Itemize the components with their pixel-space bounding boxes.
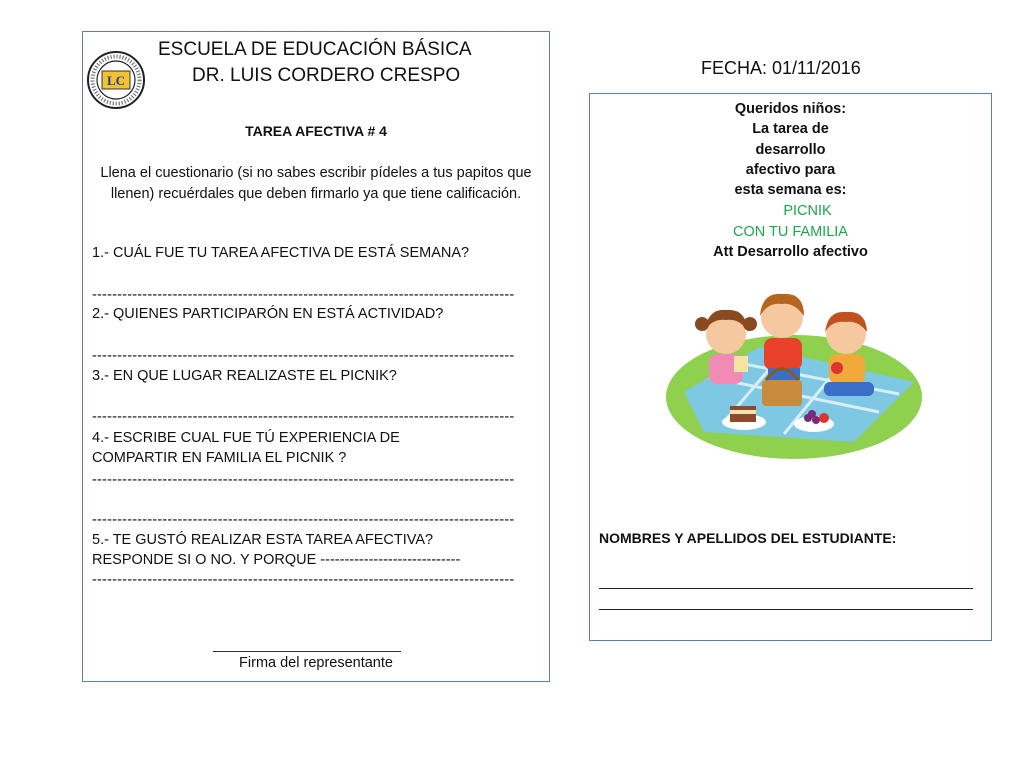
message-line-5: esta semana es:	[734, 182, 847, 198]
school-name-line2: DR. LUIS CORDERO CRESPO	[192, 65, 461, 86]
answer-line-3[interactable]: ------------------------------------------------------------------------------------	[92, 409, 515, 425]
message-signoff: Att Desarrollo afectivo	[713, 244, 868, 260]
message-line-4: afectivo para	[745, 162, 836, 178]
question-3: 3.- EN QUE LUGAR REALIZASTE EL PICNIK?	[92, 368, 397, 384]
signature-label: Firma del representante	[239, 655, 393, 671]
question-5-cont: RESPONDE SI O NO. Y PORQUE -----------------------------	[92, 552, 461, 568]
answer-line-2[interactable]: ------------------------------------------------------------------------------------	[92, 348, 515, 364]
student-names-label: NOMBRES Y APELLIDOS DEL ESTUDIANTE:	[599, 530, 897, 546]
logo-initials: LC	[106, 73, 126, 88]
task-title: TAREA AFECTIVA # 4	[245, 123, 387, 139]
message-highlight-2: CON TU FAMILIA	[733, 224, 848, 240]
date-label: FECHA: 01/11/2016	[701, 58, 861, 78]
picnic-illustration	[664, 272, 924, 462]
question-2: 2.- QUIENES PARTICIPARÓN EN ESTÁ ACTIVIDAD?	[92, 306, 444, 322]
question-4-cont: COMPARTIR EN FAMILIA EL PICNIK ?	[92, 450, 347, 466]
student-name-line-2[interactable]	[599, 609, 973, 610]
school-name-line1: ESCUELA DE EDUCACIÓN BÁSICA	[158, 39, 472, 60]
student-name-line-1[interactable]	[599, 588, 973, 589]
message-highlight-1: PICNIK	[783, 203, 832, 219]
question-5: 5.- TE GUSTÓ REALIZAR ESTA TAREA AFECTIVA?	[92, 532, 434, 548]
school-logo-icon	[86, 50, 146, 110]
answer-line-4a[interactable]: ------------------------------------------------------------------------------------	[92, 472, 515, 488]
task-instructions: Llena el cuestionario (si no sabes escribir pídeles a tus papitos que llenen) recuérdales que deben firmarlo ya que tiene calificación.	[100, 165, 532, 202]
answer-line-5[interactable]: ------------------------------------------------------------------------------------	[92, 572, 515, 588]
question-1: 1.- CUÁL FUE TU TAREA AFECTIVA DE ESTÁ SEMANA?	[92, 245, 470, 261]
answer-line-4b[interactable]: ------------------------------------------------------------------------------------	[92, 512, 515, 528]
signature-line[interactable]	[213, 651, 401, 652]
message-line-3: desarrollo	[755, 142, 826, 158]
message-line-2: La tarea de	[752, 121, 829, 137]
question-4: 4.- ESCRIBE CUAL FUE TÚ EXPERIENCIA DE	[92, 430, 400, 446]
message-greeting: Queridos niños:	[734, 101, 847, 117]
answer-line-1[interactable]: ------------------------------------------------------------------------------------	[92, 287, 515, 303]
